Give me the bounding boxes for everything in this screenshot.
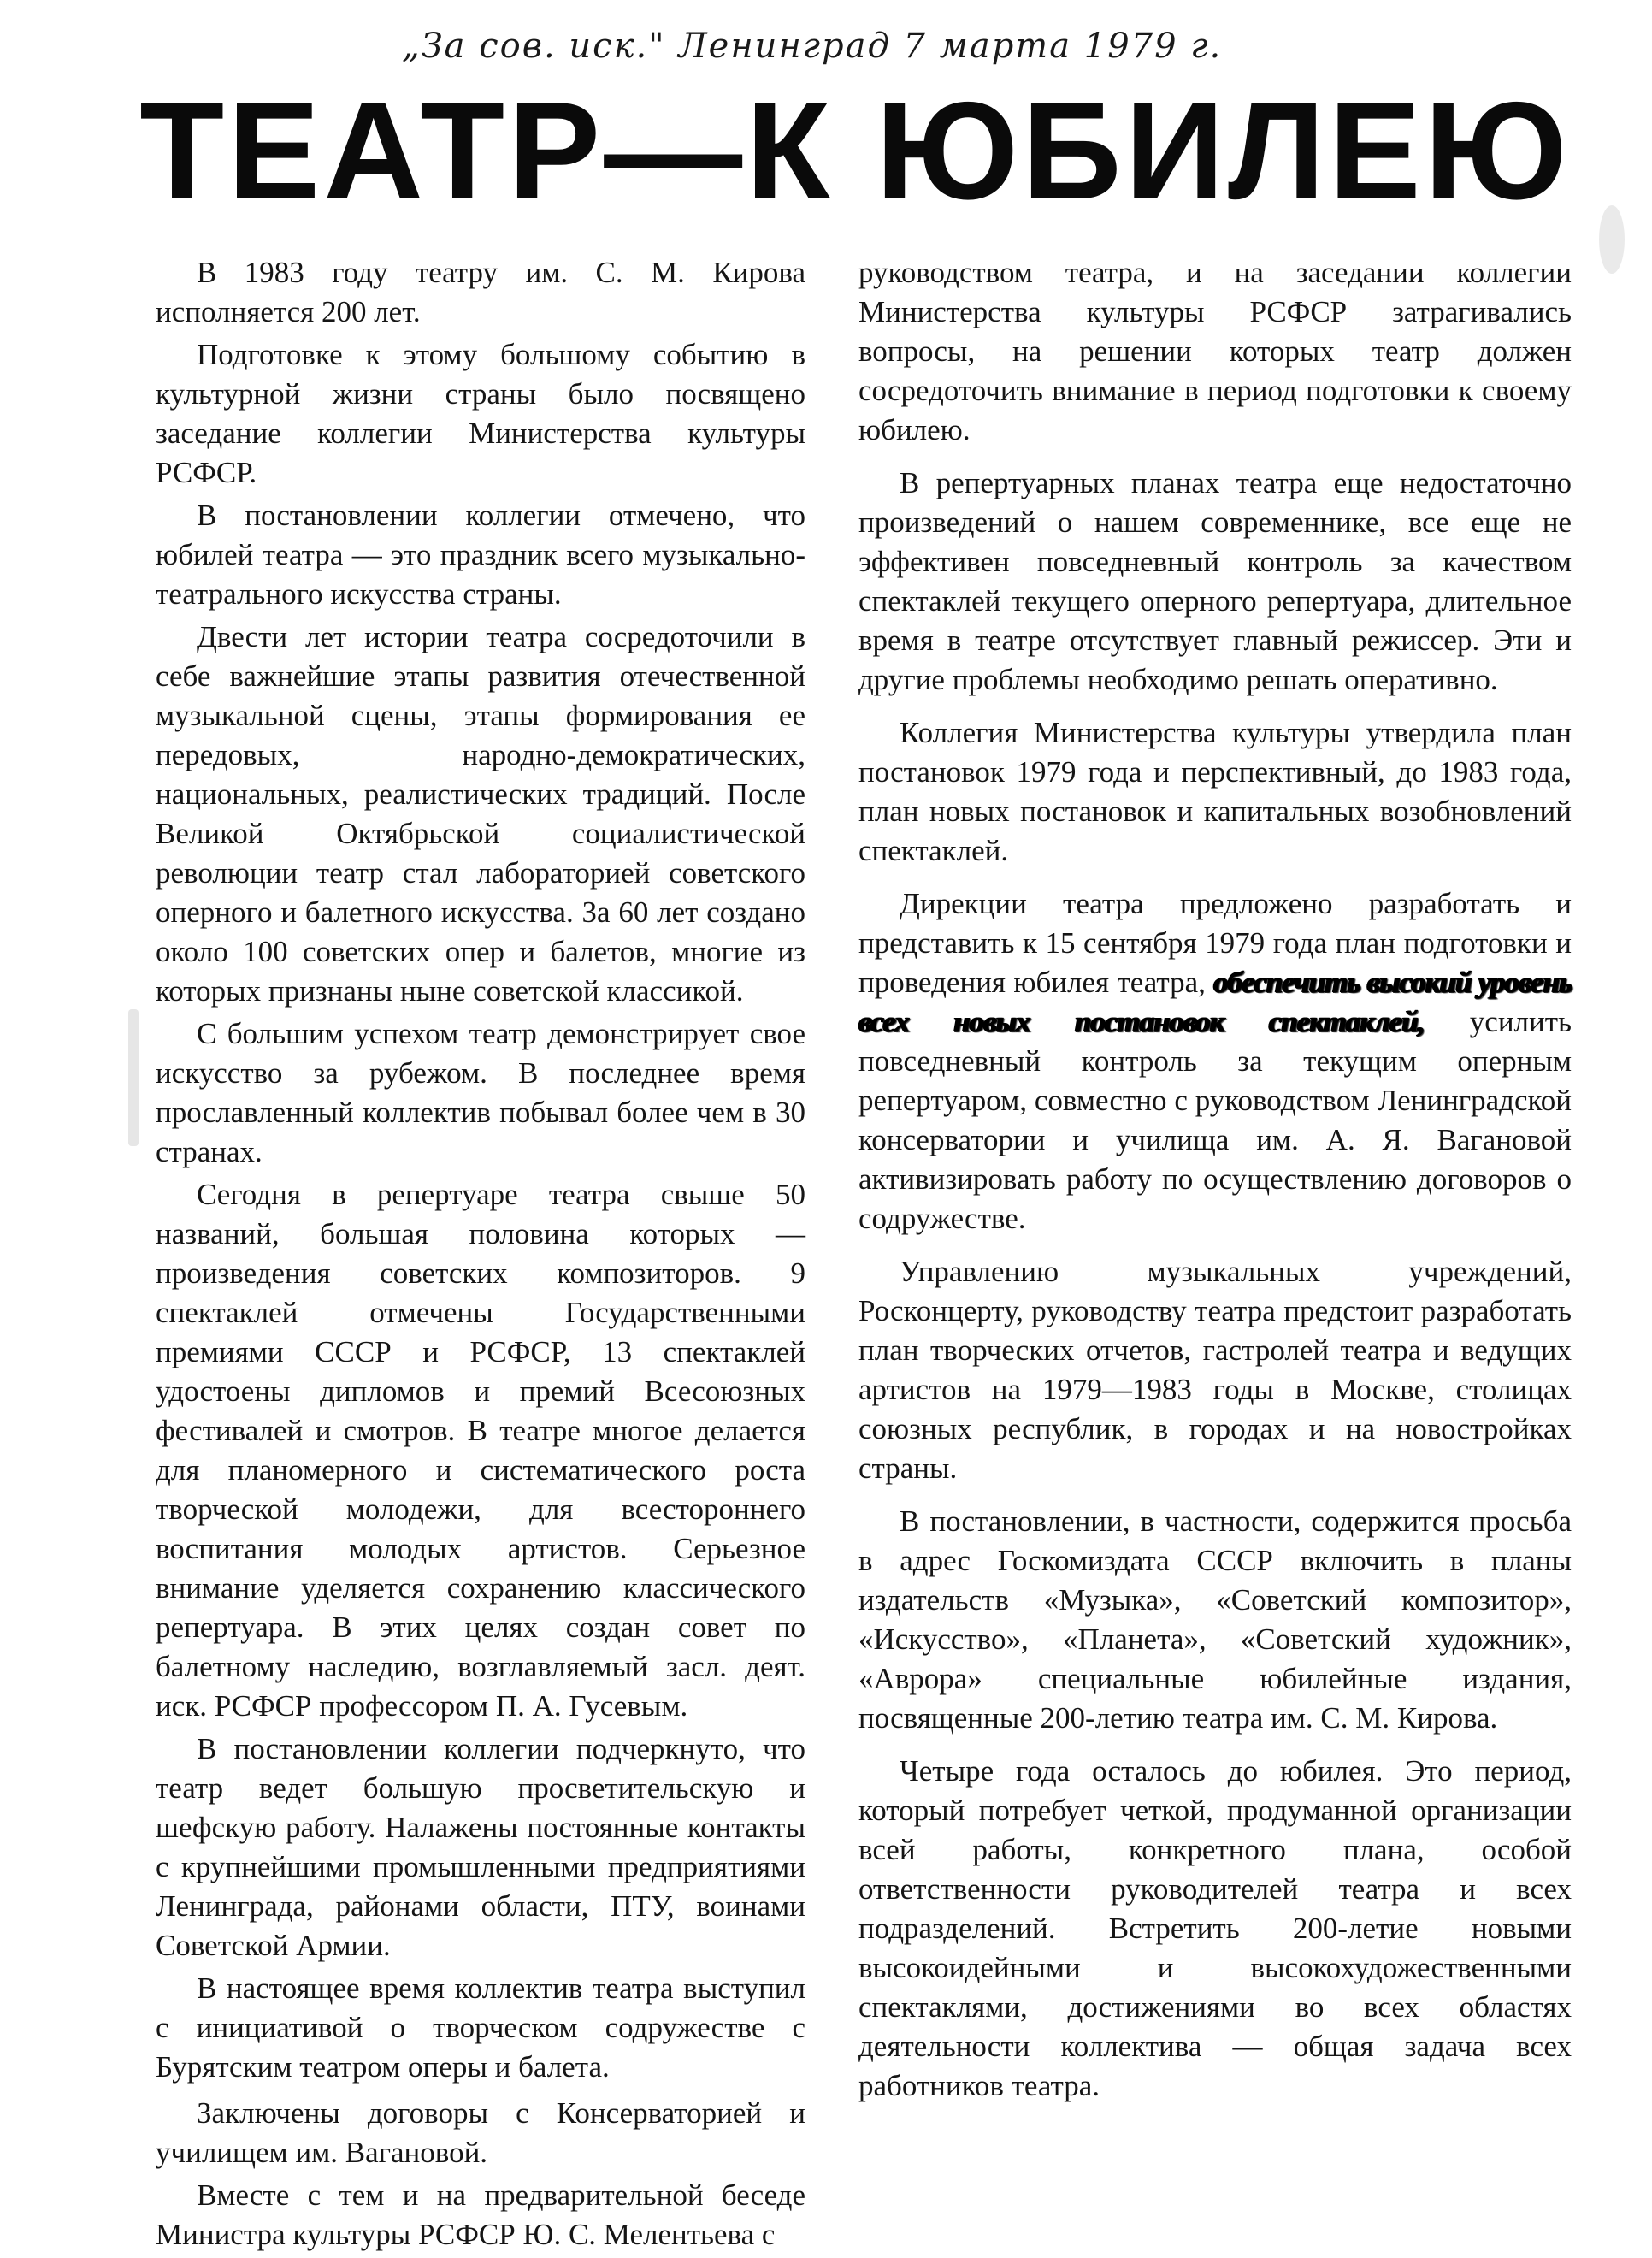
paragraph: Сегодня в репертуаре театра свыше 50 названий, большая половина которых — произведения советских композиторов. 9 спектаклей отмечены Государственными премиями СССР и РСФСР, 13 спектаклей удостоены дипломов и премий Всесоюзных фестивалей и смотров. В театре многое делается для планомерного и систематического роста творческой молодежи, для всестороннего воспитания молодых артистов. Серьезное внимание уделяется сохранению классического репертуара. В этих целях создан совет по балетному наследию, возглавляемый засл. деят. иск. РСФСР профессором П. А. Гусевым. [156,1178,805,1723]
paragraph: В 1983 году театру им. С. М. Кирова исполняется 200 лет. [156,256,805,328]
blotted-out-text: обеспечить высокий уровень всех новых постановок спектаклей, [858,966,1572,1038]
paragraph: В постановлении коллегии отмечено, что юбилей театра — это праздник всего музыкально-театрального искусства страны. [156,499,805,611]
headline: ТЕАТР—К ЮБИЛЕЮ [139,74,1571,228]
paragraph: Управлению музыкальных учреждений, Росконцерту, руководству театра предстоит разработать план творческих отчетов, гастролей театра и ведущих артистов на 1979—1983 годы в Москве, столицах союзных республик, в городах и на новостройках страны. [858,1255,1572,1485]
paragraph: В постановлении, в частности, содержится просьба в адрес Госкомиздата СССР включить в планы издательств «Музыка», «Советский композитор», «Искусство», «Планета», «Советский художник», «Аврора» специальные юбилейные издания, посвященные 200-летию театра им. С. М. Кирова. [858,1504,1572,1735]
paragraph: В репертуарных планах театра еще недостаточно произведений о нашем современнике, все еще не эффективен повседневный контроль за качеством спектаклей текущего оперного репертуара, длительное время в театре отсутствует главный режиссер. Эти и другие проблемы необходимо решать оперативно. [858,466,1572,696]
paragraph-continuation: руководством театра, и на заседании коллегии Министерства культуры РСФСР затрагивались вопросы, на решении которых театр должен сосредоточить внимание в период подготовки к своему юбилею. [858,256,1572,446]
paragraph-text: усилить повседневный контроль за текущим оперным репертуаром, совместно с руководством Ленинградской консерватории и училища им. А. Я. Вагановой активизировать работу по осуществлению договоров о содружестве. [858,1005,1572,1235]
paragraph: Четыре года осталось до юбилея. Это период, который потребует четкой, продуманной организации всей работы, конкретного плана, особой ответственности руководителей театра и всех подразделений. Встретить 200-летие новыми высокоидейными и высокохудожественными спектаклями, достижениями во всех областях деятельности коллектива — общая задача всех работников театра. [858,1754,1572,2102]
paragraph: С большим успехом театр демонстрирует свое искусство за рубежом. В последнее время прославленный коллектив побывал более чем в 30 странах. [156,1017,805,1168]
paragraph: Заключены договоры с Консерваторией и училищем им. Вагановой. [156,2096,805,2169]
paragraph: В постановлении коллегии подчеркнуто, что театр ведет большую просветительскую и шефскую работу. Налажены постоянные контакты с крупнейшими промышленными предприятиями Ленинграда, районами области, ПТУ, воинами Советской Армии. [156,1732,805,1962]
paragraph-text: Дирекции театра предложено разработать и представить к 15 сентября 1979 года план подготовки и проведения юбилея театра, [858,887,1572,999]
paragraph-direction [858,884,1572,1238]
right-column [858,253,1572,2119]
left-column [156,253,805,2258]
handwritten-source-note: „За сов. иск." Ленинград 7 марта 1979 г. [402,27,1223,66]
paragraph: Вместе с тем и на предварительной беседе Министра культуры РСФСР Ю. С. Мелентьева с [156,2178,805,2251]
scan-speckle [128,1009,139,1146]
paragraph: Двести лет истории театра сосредоточили в себе важнейшие этапы развития отечественной музыкальной сцены, этапы формирования ее передовых, народно-демократических, национальных, реалистических традиций. После Великой Октябрьской социалистической революции театр стал лабораторией советского оперного и балетного искусства. За 60 лет создано около 100 советских опер и балетов, многие из которых признаны ныне советской классикой. [156,620,805,1008]
paragraph: Подготовке к этому большому событию в культурной жизни страны было посвящено заседание коллегии Министерства культуры РСФСР. [156,338,805,489]
scan-speckle [1599,205,1625,274]
paragraph: В настоящее время коллектив театра выступил с инициативой о творческом содружестве с Бурятским театром оперы и балета. [156,1971,805,2084]
paragraph: Коллегия Министерства культуры утвердила план постановок 1979 года и перспективный, до 1983 года, план новых постановок и капитальных возобновлений спектаклей. [858,716,1572,867]
